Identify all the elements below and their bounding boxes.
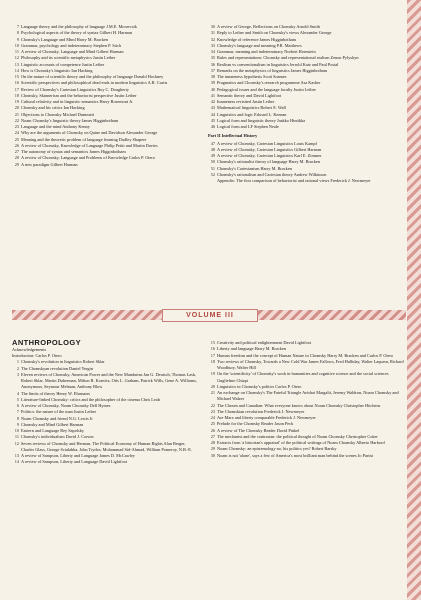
entry-title: Meaning and the theoretic problem of language learning Dudley Shapere bbox=[21, 136, 147, 142]
entry-title: The innateness hypothesis Scott Soames bbox=[217, 74, 287, 79]
entry-number: 6 bbox=[16, 403, 19, 408]
entry-title: Knowledge of reference James Higginbotham bbox=[217, 36, 296, 42]
entry-number: 26 bbox=[210, 427, 215, 433]
entry-title: Mathematical linguistics Robert E. Wall bbox=[217, 105, 286, 111]
entry-title: Eastern and Language Rey Sapolsky bbox=[21, 428, 85, 433]
entry-number: 1 bbox=[16, 359, 19, 365]
entry-number: 29 bbox=[14, 161, 19, 167]
entry-title: A review of Sampson, Liberty and Language David Lightfoot bbox=[21, 459, 128, 465]
entry-title: Eleven reviews of Chomsky, American Power and the New Mandarins Jan G. Deutsch, Thomas Lask, Robert Sklar, Martin Duberman, Milton R. Konvitz, Otis L. Graham, Patrick Wills, Gene A. Williams, Anonymous, Seymour Melman, Anthony Blow bbox=[21, 371, 197, 390]
entry-number: 48 bbox=[210, 146, 215, 152]
entry-title: Realism vs conventionalism in linguistics Jerrold Katz and Paul Postal bbox=[217, 61, 339, 67]
entry-number: 17 bbox=[210, 352, 215, 358]
entry-number: 16 bbox=[14, 80, 19, 86]
entry-number: 23 bbox=[14, 124, 19, 129]
entry-title: Linguistics in Chomsky's politics Carlos P. Otero bbox=[217, 383, 302, 389]
entry-list bbox=[208, 141, 404, 185]
entry-title: Reply to Leiber and Smith on Chomsky's views Alexander George bbox=[217, 30, 332, 36]
entry-title: Liberty and language Harry M. Bracken bbox=[217, 346, 286, 352]
entry-number: 11 bbox=[14, 434, 19, 440]
entry-title: Noam is not 'alone', says a few of America's most brilliant man behind the scenes Jo Parini bbox=[217, 452, 373, 458]
contents-entry bbox=[208, 124, 404, 130]
entry-list bbox=[12, 359, 197, 465]
introduction: Introduction: Carlos P. Otero bbox=[12, 353, 62, 359]
entry-title: Extracts from 'a historian's appraisal' of the political writings of Noam Chomsky Alberto Harbord bbox=[217, 440, 385, 445]
entry-number: 12 bbox=[14, 440, 19, 446]
entry-title: Noam Chomsky: an epistemology no, his politics yes? Robert Barsky bbox=[217, 446, 337, 452]
entry-number: 33 bbox=[210, 42, 215, 48]
entry-number: 52 bbox=[210, 171, 215, 177]
entry-number: 9 bbox=[16, 36, 19, 42]
entry-number: 18 bbox=[210, 358, 215, 364]
entry-title: A review of Chomsky, Cartesian Linguistics Karl E. Zimmer bbox=[217, 153, 322, 158]
entry-number: 2 bbox=[16, 365, 19, 371]
entry-title: Why are the arguments of Chomsky on Quine and Davidson Alexander George bbox=[21, 130, 158, 136]
entry-number: 47 bbox=[210, 140, 215, 146]
entry-title: A review of Chomsky, Language and Problems of Knowledge Carlos P. Otero bbox=[21, 155, 155, 161]
entry-number: 36 bbox=[210, 61, 215, 67]
contents-entry bbox=[12, 372, 197, 391]
entry-number: 41 bbox=[210, 92, 215, 98]
entry-number: 15 bbox=[210, 340, 215, 345]
entry-number: 25 bbox=[210, 421, 215, 427]
entry-number: 9 bbox=[16, 421, 19, 427]
entry-number: 12 bbox=[14, 55, 19, 61]
entry-number: 3 bbox=[16, 371, 19, 377]
entry-title: Innateness revisited Justin Leiber bbox=[217, 99, 275, 104]
acknowledgements: Acknowledgements bbox=[12, 347, 47, 353]
entry-title: Grammar, meaning and indeterminacy Norbert Hornstein bbox=[217, 49, 316, 54]
entry-title: A new paradigm Gilbert Harman bbox=[21, 161, 78, 167]
part-heading: Part II Intellectual History bbox=[208, 133, 258, 139]
entry-number: 32 bbox=[210, 36, 215, 42]
entry-title: Language and the mind Anthony Kenny bbox=[21, 124, 90, 129]
entry-title: The Chomskyan revolution Daniel Yergin bbox=[21, 365, 93, 371]
entry-title: Are Marx and liberty comparable Frederick J. Newmeyer bbox=[217, 415, 316, 420]
entry-title: Chomsky's language and meaning P.R. Matthews bbox=[217, 42, 302, 48]
contents-entry bbox=[208, 390, 404, 403]
entry-title: Appendix: The first comparison of behaviorist and rational views Frederick J. Newmeyer bbox=[217, 178, 371, 183]
entry-number: 10 bbox=[14, 428, 19, 433]
entry-number: 13 bbox=[14, 61, 19, 67]
entry-title: A review of Chomsky, Language and Mind Gilbert Harman bbox=[21, 49, 124, 54]
entry-title: Literature-linked Chomsky: critics and the philosopher of the cinema Chris Leah bbox=[21, 396, 160, 402]
entry-number: 43 bbox=[210, 105, 215, 111]
entry-title: The autonomy of syntax and semantics James Higginbotham bbox=[21, 149, 126, 154]
entry-number: 18 bbox=[14, 92, 19, 98]
entry-number: 40 bbox=[210, 86, 215, 92]
contents-entry bbox=[12, 459, 197, 465]
entry-number: 22 bbox=[210, 402, 215, 408]
contents-entry bbox=[208, 453, 404, 459]
entry-number: 8 bbox=[16, 30, 19, 36]
entry-title: Chomsky and Mind Gilbert Harman bbox=[21, 421, 84, 427]
entry-number: 17 bbox=[14, 86, 19, 92]
entry-number: 46 bbox=[210, 124, 215, 129]
entry-title: Chomsky's rationalism and Cartesian theory Andrew Wilkinson bbox=[217, 171, 327, 177]
entry-number: 16 bbox=[210, 346, 215, 352]
entry-number: 14 bbox=[14, 67, 19, 73]
entry-number: 28 bbox=[14, 155, 19, 161]
entry-title: Chomsky and his critics Ian Hacking bbox=[21, 105, 85, 111]
entry-title: Language theory and the philosophy of language J.M.E. Moravcsik bbox=[21, 24, 137, 29]
entry-number: 45 bbox=[210, 117, 215, 123]
entry-title: Seven reviews of Chomsky and Herman, The Political Economy of Human Rights Alan Berger, Charles Glass, George Scialabba, John Trydos, Mohammad Sid-Ahmad, William Pomeroy, N.B.-E. bbox=[21, 440, 193, 452]
entry-title: On the nature of scientific theory and the philosophy of language Donald Hockney bbox=[21, 74, 164, 79]
entry-title: Human freedom and the concept of Human Nature in Chomsky Harry M. Bracken and Carlos P. Otero bbox=[217, 352, 394, 358]
entry-title: Chomsky's Language and Mind Harry M. Bracken bbox=[21, 36, 109, 42]
entry-title: A review of Sampson, Liberty and Language James D. McCawley bbox=[21, 453, 135, 458]
entry-title: Chomsky's Cartesianism Harry M. Bracken bbox=[217, 165, 292, 171]
entry-number: 34 bbox=[210, 49, 215, 54]
entry-title: Pedagogical issues and the language faculty Justin Leiber bbox=[217, 86, 316, 92]
entry-title: How is Chomsky's linguistic Ian Hacking bbox=[21, 67, 93, 73]
contents-right-bottom bbox=[208, 340, 404, 459]
entry-number: 20 bbox=[14, 105, 19, 111]
entry-number: 38 bbox=[210, 74, 215, 79]
entry-number: 37 bbox=[210, 67, 215, 73]
entry-title: On the 'scientificity' of Chomsky's work in humanities and cognitive science and the social sciences Guglielmo Chiapi bbox=[217, 371, 389, 383]
entry-title: Logical form and LF Stephen Neale bbox=[217, 124, 279, 129]
entry-number: 42 bbox=[210, 99, 215, 104]
entry-title: A review of George, Reflections on Chomsky Arnold Smith bbox=[217, 24, 320, 29]
entry-title: A review of Chomsky, Knowledge of Language Philip Pettit and Martin Davies bbox=[21, 142, 158, 148]
entry-title: Semantic theory and David Lightfoot bbox=[217, 92, 282, 98]
contents-left-top bbox=[12, 24, 197, 168]
contents-entry bbox=[208, 359, 404, 372]
entry-number: 7 bbox=[16, 409, 19, 415]
entry-number: 19 bbox=[210, 371, 215, 377]
entry-title: Cultural relativity and in linguistic semantics Harry Rosemont Jr. bbox=[21, 99, 134, 104]
contents-entry bbox=[208, 371, 404, 384]
decorative-border bbox=[407, 0, 421, 600]
entry-number: 30 bbox=[210, 24, 215, 29]
entry-title: Two reviews of Chomsky, Towards a New Cold War James Fallows, Fred Halliday, Walter Laqueur, Richard Woodbury, Walter Hill bbox=[217, 358, 404, 370]
entry-number: 5 bbox=[16, 396, 19, 402]
entry-number: 44 bbox=[210, 111, 215, 117]
entry-title: Remarks on the metaphysics of linguistics James Higginbotham bbox=[217, 67, 328, 73]
entry-title: The mechanist and the contrarian: the political thought of Noam Chomsky Christopher Coker bbox=[217, 433, 378, 439]
entry-number: 20 bbox=[210, 383, 215, 389]
entry-title: Prelude for the Chomsky Reader Jason Peck bbox=[217, 421, 294, 427]
entry-number: 49 bbox=[210, 153, 215, 158]
entry-title: Linguistic accounts of competence Justin Leiber bbox=[21, 61, 105, 67]
entry-title: Grammar, psychology and indeterminacy Stephen P. Stich bbox=[21, 42, 122, 48]
entry-number: 19 bbox=[14, 99, 19, 104]
entry-number: 27 bbox=[14, 149, 19, 154]
entry-number: 7 bbox=[16, 24, 19, 29]
entry-title: Chomsky's individualism David J. Corson bbox=[21, 434, 94, 440]
entry-title: Linguistics and logic Edward L. Keenan bbox=[217, 111, 287, 117]
entry-title: Philosophy and its scientific metaphysics Justin Leiber bbox=[21, 55, 116, 61]
entry-title: Creativity and political enlightenment David Lightfoot bbox=[217, 340, 312, 345]
entry-number: 27 bbox=[210, 433, 215, 439]
contents-right-top bbox=[208, 24, 404, 184]
section-title: ANTHROPOLOGY bbox=[12, 338, 81, 347]
entry-title: The Chomskian revolution Frederick J. Newmeyer bbox=[217, 408, 305, 414]
entry-number: 24 bbox=[210, 415, 215, 420]
entry-title: A review of Chomsky, Noam Chomsky Dell Hymes bbox=[21, 403, 111, 408]
entry-number: 39 bbox=[210, 80, 215, 86]
entry-number: 29 bbox=[210, 446, 215, 452]
entry-list bbox=[208, 24, 404, 130]
entry-title: Objections to Chomsky Michael Dummett bbox=[21, 111, 95, 117]
entry-number: 15 bbox=[14, 74, 19, 79]
entry-number: 22 bbox=[14, 117, 19, 123]
entry-title: Review of Chomsky's Cartesian Linguistics Roy C. Dougherty bbox=[21, 86, 129, 92]
entry-number: 11 bbox=[14, 49, 19, 54]
entry-title: Politics: the nature of the man Justin Leiber bbox=[21, 409, 97, 415]
entry-number: 8 bbox=[16, 415, 19, 421]
entry-number: 31 bbox=[210, 30, 215, 36]
entry-number: 30 bbox=[210, 452, 215, 458]
entry-number: 35 bbox=[210, 55, 215, 61]
banner-label: VOLUME III bbox=[162, 309, 258, 322]
entry-number: 50 bbox=[210, 159, 215, 165]
contents-entry bbox=[208, 178, 404, 184]
entry-title: A review of Chomsky, Cartesian Linguistics Gilbert Harman bbox=[217, 146, 322, 152]
entry-number: 10 bbox=[14, 42, 19, 48]
entry-title: Rules and representations: Chomsky and representational realism Zenon Pylyshyn bbox=[217, 55, 359, 61]
volume-banner bbox=[12, 310, 406, 324]
entry-number: 14 bbox=[14, 459, 19, 465]
entry-title: Chomsky's revolution in linguistics Robert Sklar bbox=[21, 359, 105, 365]
entry-number: 4 bbox=[16, 390, 19, 396]
entry-title: Logical form and linguistic theory Jaakko Hintikka bbox=[217, 117, 306, 123]
entry-title: Pragmatics and Chomsky's research programme Asa Kasher bbox=[217, 80, 321, 86]
entry-number: 28 bbox=[210, 440, 215, 445]
contents-entry bbox=[12, 162, 197, 168]
entry-title: Noam Chomsky and friend N.G. Lewis Jr bbox=[21, 415, 93, 421]
entry-number: 13 bbox=[14, 453, 19, 458]
entry-title: Chomsky's rationalist theory of language Harry M. Bracken bbox=[217, 159, 320, 165]
entry-title: Noam Chomsky's linguistic theory James Higginbotham bbox=[21, 117, 119, 123]
entry-title: Psychological aspects of the theory of syntax Gilbert H. Harman bbox=[21, 30, 132, 36]
entry-title: A review of The Chomsky Reader David Pinkel bbox=[217, 427, 300, 433]
entry-number: 51 bbox=[210, 165, 215, 171]
entry-number: 25 bbox=[14, 136, 19, 142]
entry-title: A review of Chomsky, Cartesian Linguistics Louis Kampf bbox=[217, 140, 317, 146]
entry-number bbox=[208, 178, 215, 184]
entry-title: An exchange on Chomsky's The Fateful Triangle Avishai Margalit, Jeremy Waldron, Noam Chomsky and Michael Walzer bbox=[217, 390, 399, 402]
entry-title: Chomsky, Skinnerism and the behaviorist perspective Justin Leiber bbox=[21, 92, 137, 98]
contents-left-bottom bbox=[12, 340, 197, 466]
contents-entry bbox=[12, 441, 197, 454]
entry-number: 21 bbox=[14, 111, 19, 117]
entry-number: 21 bbox=[210, 390, 215, 395]
entry-title: Scientific perspectives and philosophical dead ends in modern linguistics A.R. Curtis bbox=[21, 80, 168, 86]
entry-number: 23 bbox=[210, 408, 215, 414]
entry-title: The Chosen and Canadian: What everyone knows about Noam Chomsky Christopher Hitchens bbox=[217, 402, 381, 408]
entry-number: 24 bbox=[14, 130, 19, 136]
entry-number: 26 bbox=[14, 142, 19, 148]
entry-title: The limits of theory Henry W. Ehrmann bbox=[21, 390, 90, 396]
